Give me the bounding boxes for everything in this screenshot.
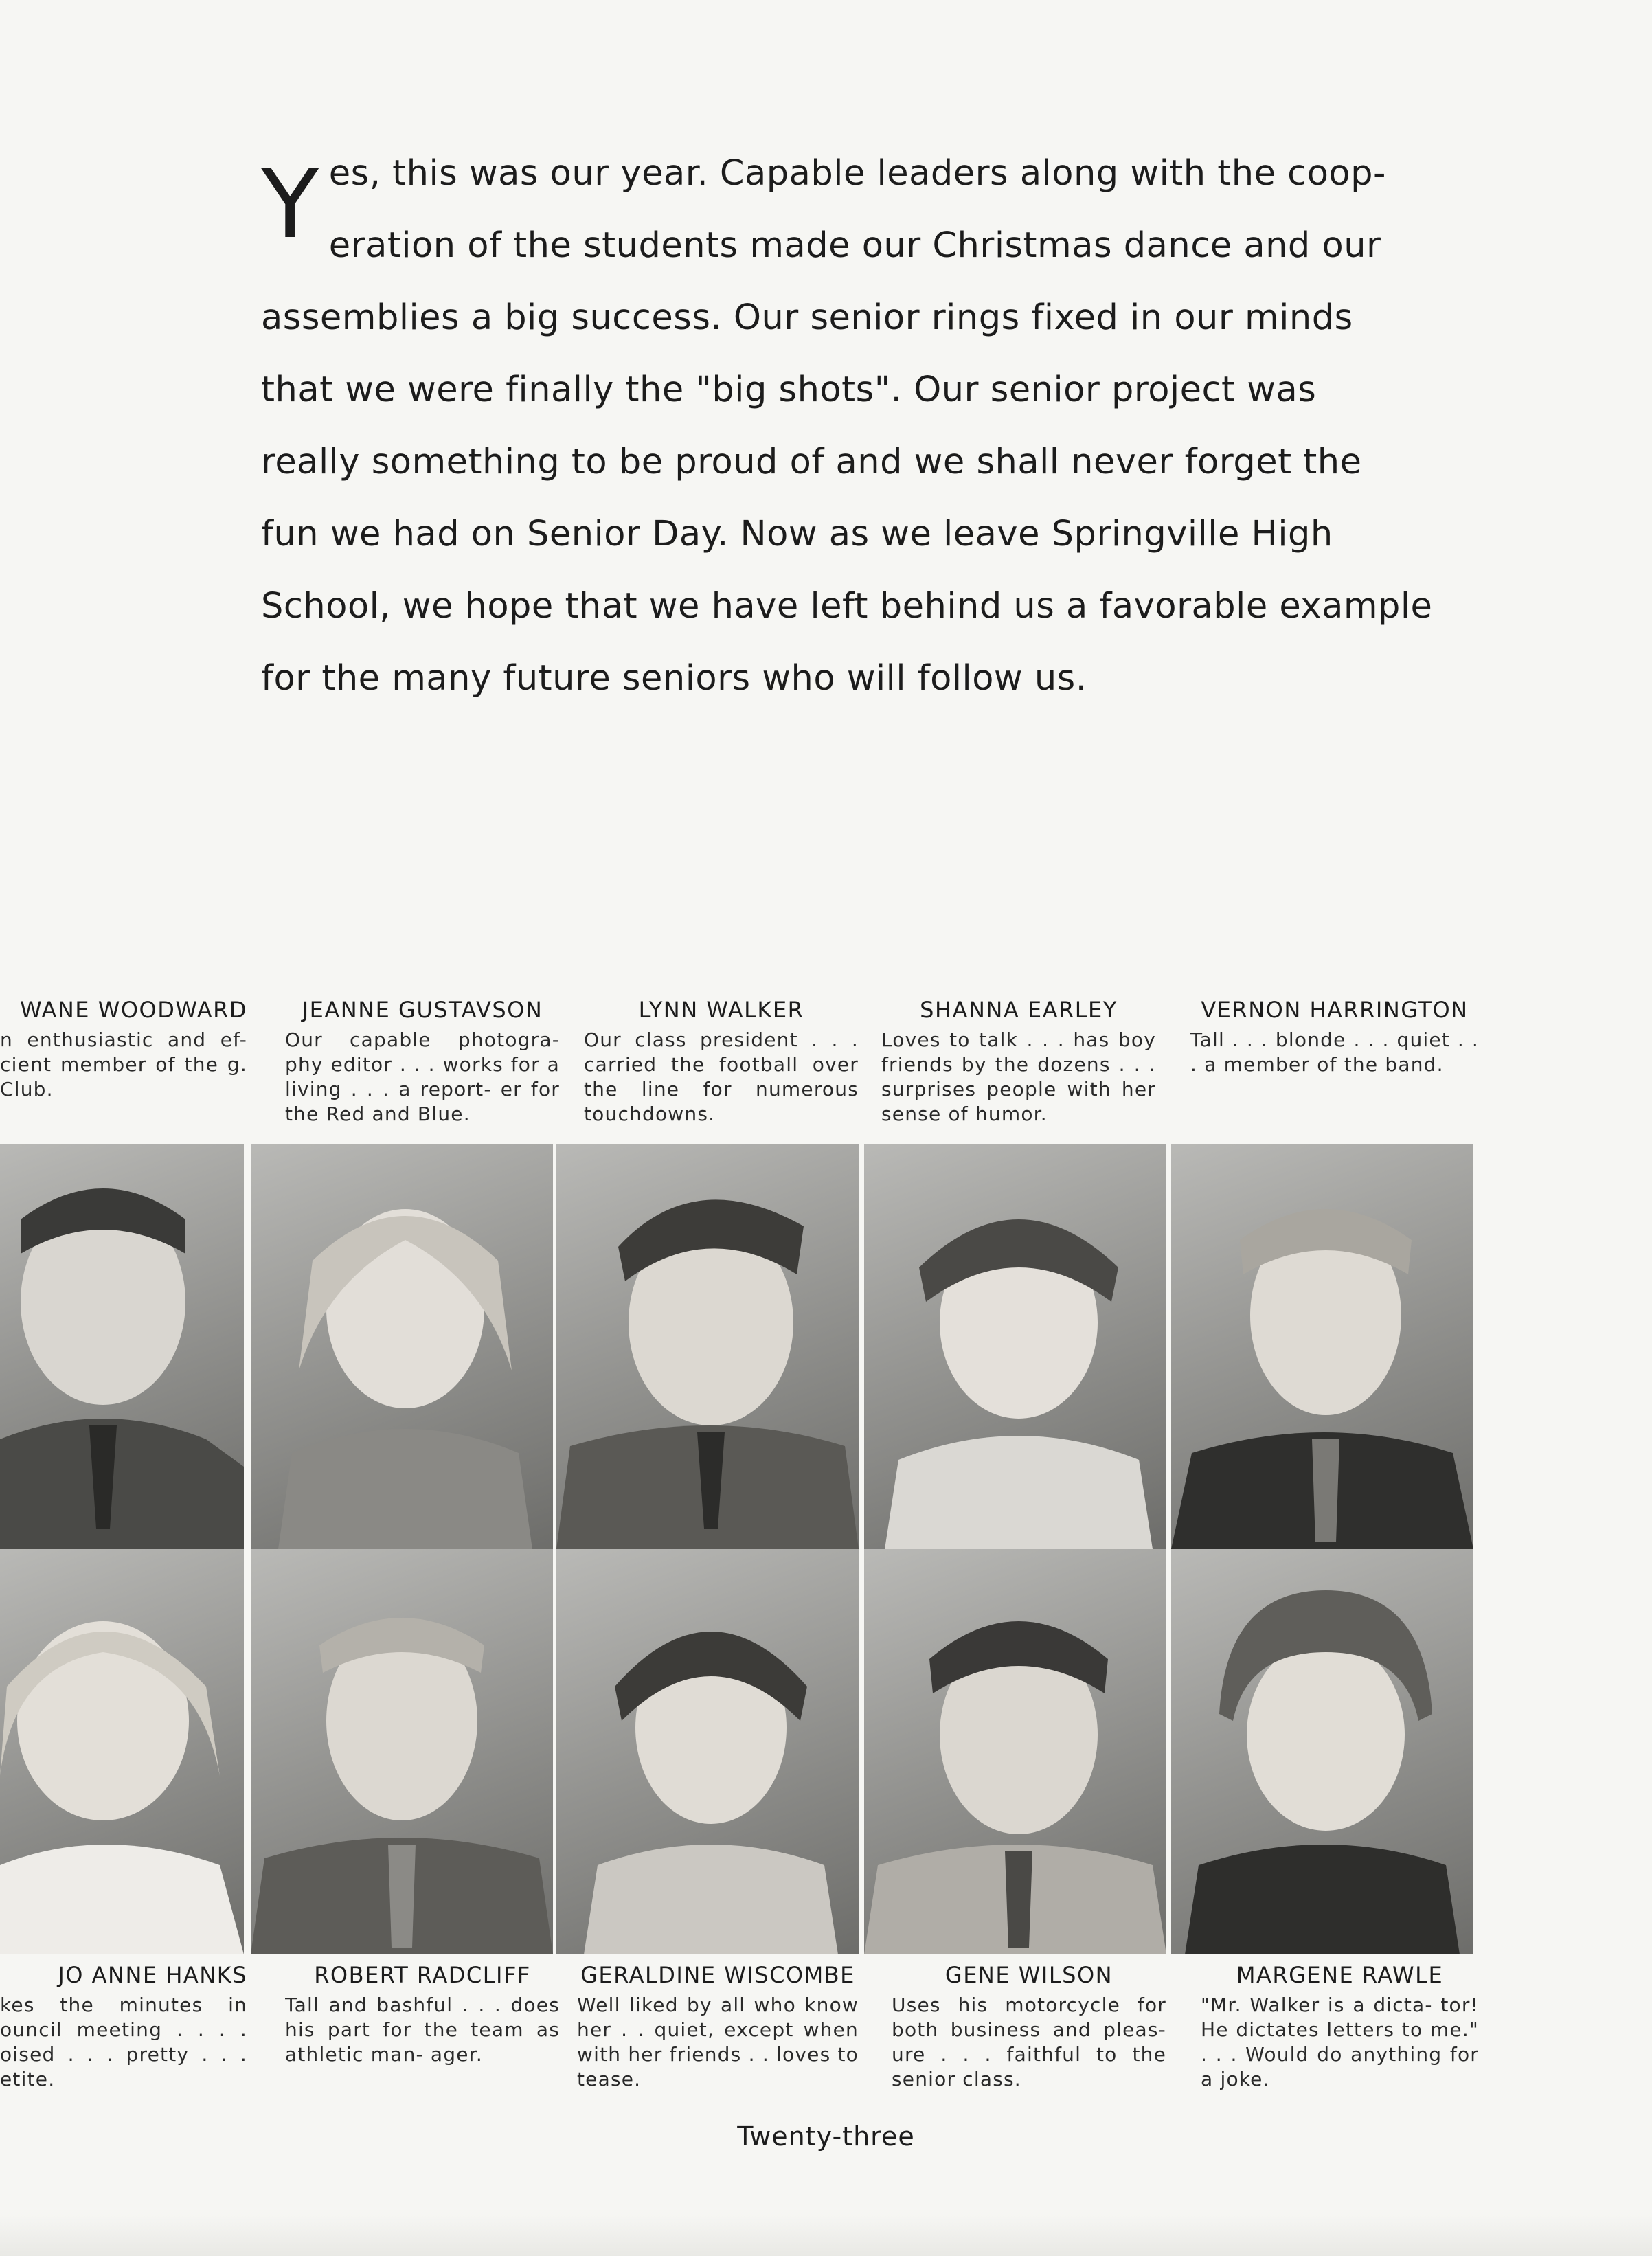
senior-name: MARGENE RAWLE: [1236, 1962, 1444, 1988]
senior-bio: [285, 996, 560, 1127]
senior-bio: [0, 1961, 247, 2092]
senior-portrait-photo: [556, 1549, 859, 1954]
senior-name: LYNN WALKER: [638, 997, 804, 1023]
senior-description: n enthusiastic and ef- cient member of the g. Club.: [0, 1028, 247, 1101]
intro-line: eration of the students made our Christmas dance and our: [328, 225, 1381, 266]
senior-bio: [1190, 996, 1479, 1077]
page-number: Twenty-three: [737, 2121, 915, 2152]
drop-cap: Y: [261, 149, 319, 260]
intro-line: assemblies a big success. Our senior rings fixed in our minds: [261, 297, 1353, 338]
senior-name: WANE WOODWARD: [20, 997, 247, 1023]
senior-portrait-photo: [0, 1549, 244, 1954]
senior-bio: [584, 996, 859, 1127]
senior-bio: [0, 996, 247, 1102]
senior-portrait-photo: [1171, 1144, 1473, 1549]
senior-bio: [1201, 1961, 1479, 2092]
senior-portrait-photo: [251, 1549, 553, 1954]
senior-description: Our capable photogra- phy editor . . . works for a living . . . a report- er for the Red and Blue.: [285, 1028, 560, 1125]
intro-line: fun we had on Senior Day. Now as we leave Springville High: [261, 514, 1333, 554]
senior-name: GERALDINE WISCOMBE: [580, 1962, 855, 1988]
senior-portrait-photo: [556, 1144, 859, 1549]
senior-portrait-photo: [1171, 1549, 1473, 1954]
intro-line: School, we hope that we have left behind us a favorable example: [261, 586, 1433, 627]
senior-bio: [881, 996, 1156, 1127]
senior-description: Tall . . . blonde . . . quiet . . . a member of the band.: [1190, 1028, 1479, 1076]
intro-paragraph: [261, 137, 1433, 714]
senior-description: Our class president . . . carried the football over the line for numerous touchdowns.: [584, 1028, 859, 1125]
senior-portrait-photo: [864, 1549, 1166, 1954]
senior-description: Well liked by all who know her . . quiet, except when with her friends . . loves to tease.: [577, 1994, 859, 2090]
senior-bio: [577, 1961, 859, 2092]
senior-name: ROBERT RADCLIFF: [314, 1962, 531, 1988]
senior-description: Loves to talk . . . has boy friends by the dozens . . . surprises people with her sense of humor.: [881, 1028, 1156, 1125]
senior-bio: [285, 1961, 560, 2067]
senior-name: JO ANNE HANKS: [58, 1962, 247, 1988]
senior-portrait-photo: [864, 1144, 1166, 1549]
page-bottom-edge: [0, 2215, 1652, 2256]
senior-description: kes the minutes in ouncil meeting . . . . oised . . . pretty . . . etite.: [0, 1994, 247, 2090]
senior-name: SHANNA EARLEY: [920, 997, 1118, 1023]
intro-line: really something to be proud of and we shall never forget the: [261, 442, 1362, 482]
senior-portrait-photo: [251, 1144, 553, 1549]
senior-description: "Mr. Walker is a dicta- tor! He dictates letters to me." . . . Would do anything for a joke.: [1201, 1994, 1479, 2090]
senior-bio: [892, 1961, 1166, 2092]
senior-description: Tall and bashful . . . does his part for the team as athletic man- ager.: [285, 1994, 560, 2066]
intro-line: for the many future seniors who will follow us.: [261, 658, 1087, 699]
senior-name: GENE WILSON: [944, 1962, 1113, 1988]
intro-line: es, this was our year. Capable leaders along with the coop-: [328, 153, 1386, 194]
intro-line: that we were finally the "big shots". Our senior project was: [261, 370, 1317, 410]
senior-name: VERNON HARRINGTON: [1201, 997, 1469, 1023]
senior-name: JEANNE GUSTAVSON: [302, 997, 543, 1023]
senior-portrait-photo: [0, 1144, 244, 1549]
senior-description: Uses his motorcycle for both business and pleas- ure . . . faithful to the senior class.: [892, 1994, 1166, 2090]
